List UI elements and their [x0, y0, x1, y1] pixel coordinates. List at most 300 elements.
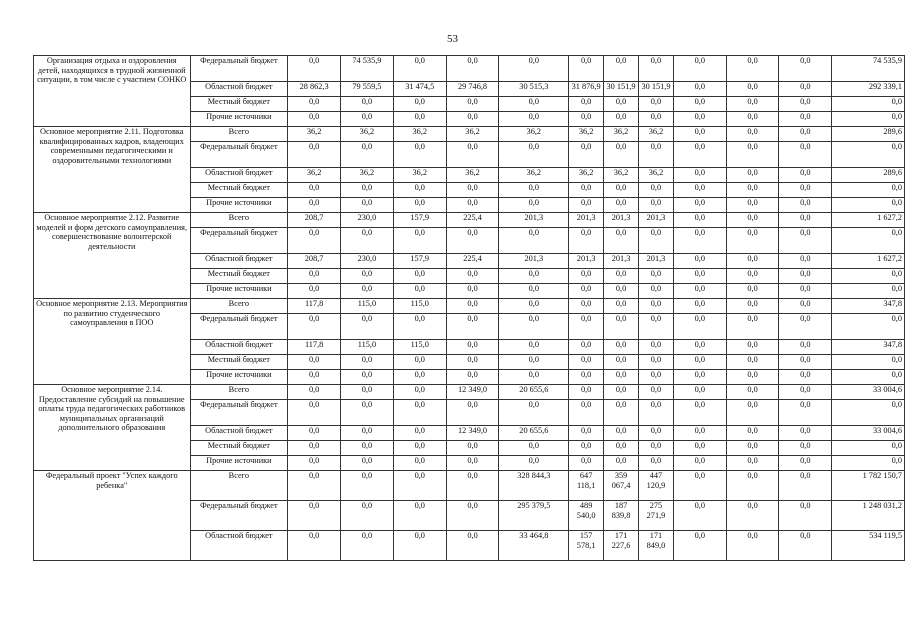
value-cell: 0,0: [779, 340, 832, 355]
value-cell: 0,0: [639, 228, 674, 254]
value-cell: 0,0: [639, 400, 674, 426]
value-cell: 201,3: [639, 213, 674, 228]
value-cell: 0,0: [604, 56, 639, 82]
value-cell: 0,0: [779, 228, 832, 254]
funding-source: Местный бюджет: [190, 97, 288, 112]
value-cell: 0,0: [341, 284, 394, 299]
value-cell: 0,0: [726, 269, 779, 284]
table-row: [34, 127, 905, 142]
budget-table: [33, 55, 905, 561]
value-cell: 0,0: [393, 400, 446, 426]
value-cell: 0,0: [779, 284, 832, 299]
value-cell: 0,0: [673, 314, 726, 340]
value-cell: 359 067,4: [604, 471, 639, 501]
value-cell: 115,0: [341, 340, 394, 355]
value-cell: 0,0: [499, 299, 569, 314]
value-cell: 0,0: [499, 228, 569, 254]
value-cell: 328 844,3: [499, 471, 569, 501]
value-cell: 0,0: [288, 198, 341, 213]
value-cell: 0,0: [604, 426, 639, 441]
value-cell: 0,0: [726, 385, 779, 400]
value-cell: 0,0: [393, 269, 446, 284]
total-cell: 1 627,2: [832, 254, 905, 269]
value-cell: 0,0: [499, 400, 569, 426]
value-cell: 0,0: [569, 456, 604, 471]
funding-source: Прочие источники: [190, 198, 288, 213]
activity-name: Основное мероприятие 2.11. Подготовка квалифицированных кадров, владеющих современными педагогическими и оздоровительными технологиями: [34, 127, 191, 213]
total-cell: 289,6: [832, 127, 905, 142]
value-cell: 187 839,8: [604, 501, 639, 531]
value-cell: 0,0: [288, 355, 341, 370]
total-cell: 534 119,5: [832, 531, 905, 561]
value-cell: 0,0: [639, 385, 674, 400]
value-cell: 0,0: [673, 299, 726, 314]
value-cell: 0,0: [673, 531, 726, 561]
value-cell: 115,0: [393, 299, 446, 314]
value-cell: 36,2: [604, 127, 639, 142]
value-cell: 0,0: [726, 228, 779, 254]
value-cell: 31 876,9: [569, 82, 604, 97]
value-cell: 0,0: [726, 314, 779, 340]
value-cell: 201,3: [499, 213, 569, 228]
value-cell: 0,0: [779, 456, 832, 471]
value-cell: 171 227,6: [604, 531, 639, 561]
value-cell: 0,0: [604, 370, 639, 385]
value-cell: 0,0: [341, 269, 394, 284]
value-cell: 0,0: [604, 385, 639, 400]
value-cell: 0,0: [499, 355, 569, 370]
value-cell: 0,0: [639, 269, 674, 284]
value-cell: 12 349,0: [446, 426, 499, 441]
value-cell: 0,0: [604, 441, 639, 456]
value-cell: 0,0: [673, 340, 726, 355]
value-cell: 0,0: [288, 501, 341, 531]
value-cell: 0,0: [673, 254, 726, 269]
funding-source: Прочие источники: [190, 370, 288, 385]
value-cell: 0,0: [499, 441, 569, 456]
value-cell: 0,0: [569, 441, 604, 456]
value-cell: 33 464,8: [499, 531, 569, 561]
value-cell: 0,0: [639, 198, 674, 213]
value-cell: 0,0: [673, 471, 726, 501]
value-cell: 115,0: [341, 299, 394, 314]
value-cell: 0,0: [446, 142, 499, 168]
value-cell: 0,0: [341, 531, 394, 561]
value-cell: 36,2: [446, 168, 499, 183]
funding-source: Областной бюджет: [190, 426, 288, 441]
value-cell: 295 379,5: [499, 501, 569, 531]
value-cell: 0,0: [446, 97, 499, 112]
value-cell: 0,0: [569, 426, 604, 441]
value-cell: 0,0: [446, 370, 499, 385]
total-cell: 292 339,1: [832, 82, 905, 97]
value-cell: 36,2: [569, 168, 604, 183]
total-cell: 0,0: [832, 142, 905, 168]
funding-source: Всего: [190, 213, 288, 228]
value-cell: 0,0: [604, 340, 639, 355]
value-cell: 0,0: [341, 441, 394, 456]
value-cell: 0,0: [393, 531, 446, 561]
value-cell: 0,0: [288, 56, 341, 82]
value-cell: 201,3: [604, 254, 639, 269]
value-cell: 36,2: [446, 127, 499, 142]
value-cell: 0,0: [393, 112, 446, 127]
value-cell: 0,0: [604, 198, 639, 213]
value-cell: 0,0: [446, 531, 499, 561]
value-cell: 36,2: [288, 127, 341, 142]
value-cell: 30 151,9: [639, 82, 674, 97]
value-cell: 0,0: [673, 426, 726, 441]
activity-name: Основное мероприятие 2.12. Развитие моделей и форм детского самоуправления, совершенствование волонтерской деятельности: [34, 213, 191, 299]
total-cell: 0,0: [832, 112, 905, 127]
value-cell: 0,0: [726, 213, 779, 228]
page-number: 53: [447, 33, 458, 45]
value-cell: 0,0: [726, 254, 779, 269]
value-cell: 0,0: [446, 284, 499, 299]
value-cell: 0,0: [446, 198, 499, 213]
value-cell: 0,0: [341, 314, 394, 340]
total-cell: 0,0: [832, 400, 905, 426]
value-cell: 0,0: [446, 501, 499, 531]
value-cell: 0,0: [288, 456, 341, 471]
funding-source: Федеральный бюджет: [190, 501, 288, 531]
value-cell: 0,0: [604, 183, 639, 198]
value-cell: 0,0: [673, 441, 726, 456]
funding-source: Областной бюджет: [190, 531, 288, 561]
funding-source: Федеральный бюджет: [190, 142, 288, 168]
value-cell: 0,0: [341, 471, 394, 501]
value-cell: 0,0: [288, 400, 341, 426]
value-cell: 0,0: [673, 97, 726, 112]
value-cell: 0,0: [569, 198, 604, 213]
value-cell: 230,0: [341, 213, 394, 228]
funding-source: Федеральный бюджет: [190, 56, 288, 82]
value-cell: 0,0: [288, 269, 341, 284]
value-cell: 0,0: [639, 183, 674, 198]
value-cell: 0,0: [673, 213, 726, 228]
value-cell: 0,0: [726, 112, 779, 127]
funding-source: Областной бюджет: [190, 82, 288, 97]
value-cell: 447 120,9: [639, 471, 674, 501]
value-cell: 36,2: [499, 127, 569, 142]
value-cell: 74 535,9: [341, 56, 394, 82]
value-cell: 0,0: [499, 456, 569, 471]
value-cell: 0,0: [341, 112, 394, 127]
table-row: [34, 56, 905, 82]
funding-source: Местный бюджет: [190, 269, 288, 284]
value-cell: 0,0: [779, 355, 832, 370]
value-cell: 0,0: [393, 284, 446, 299]
value-cell: 0,0: [779, 531, 832, 561]
funding-source: Прочие источники: [190, 456, 288, 471]
value-cell: 208,7: [288, 254, 341, 269]
value-cell: 0,0: [726, 56, 779, 82]
value-cell: 0,0: [604, 456, 639, 471]
funding-source: Всего: [190, 385, 288, 400]
value-cell: 0,0: [673, 183, 726, 198]
value-cell: 230,0: [341, 254, 394, 269]
value-cell: 0,0: [726, 183, 779, 198]
value-cell: 36,2: [288, 168, 341, 183]
value-cell: 0,0: [673, 142, 726, 168]
value-cell: 0,0: [726, 355, 779, 370]
value-cell: 0,0: [499, 269, 569, 284]
value-cell: 0,0: [569, 142, 604, 168]
total-cell: 0,0: [832, 228, 905, 254]
value-cell: 0,0: [288, 370, 341, 385]
value-cell: 0,0: [446, 299, 499, 314]
value-cell: 0,0: [569, 355, 604, 370]
total-cell: 347,8: [832, 299, 905, 314]
value-cell: 0,0: [673, 385, 726, 400]
value-cell: 31 474,5: [393, 82, 446, 97]
value-cell: 0,0: [673, 168, 726, 183]
total-cell: 0,0: [832, 183, 905, 198]
value-cell: 0,0: [673, 284, 726, 299]
value-cell: 0,0: [639, 456, 674, 471]
funding-source: Областной бюджет: [190, 340, 288, 355]
value-cell: 0,0: [673, 56, 726, 82]
value-cell: 0,0: [726, 370, 779, 385]
total-cell: 0,0: [832, 97, 905, 112]
funding-source: Всего: [190, 299, 288, 314]
value-cell: 29 746,8: [446, 82, 499, 97]
value-cell: 0,0: [499, 56, 569, 82]
total-cell: 74 535,9: [832, 56, 905, 82]
value-cell: 0,0: [288, 426, 341, 441]
value-cell: 0,0: [446, 340, 499, 355]
value-cell: 0,0: [639, 370, 674, 385]
total-cell: 0,0: [832, 441, 905, 456]
value-cell: 0,0: [779, 400, 832, 426]
value-cell: 489 540,0: [569, 501, 604, 531]
value-cell: 0,0: [639, 284, 674, 299]
value-cell: 0,0: [726, 441, 779, 456]
value-cell: 0,0: [726, 97, 779, 112]
value-cell: 0,0: [569, 340, 604, 355]
value-cell: 0,0: [499, 370, 569, 385]
value-cell: 0,0: [341, 183, 394, 198]
value-cell: 0,0: [726, 456, 779, 471]
value-cell: 0,0: [393, 441, 446, 456]
funding-source: Местный бюджет: [190, 355, 288, 370]
value-cell: 0,0: [393, 142, 446, 168]
value-cell: 0,0: [393, 456, 446, 471]
value-cell: 0,0: [446, 314, 499, 340]
value-cell: 0,0: [499, 142, 569, 168]
value-cell: 0,0: [604, 355, 639, 370]
value-cell: 36,2: [393, 127, 446, 142]
total-cell: 1 627,2: [832, 213, 905, 228]
funding-source: Всего: [190, 127, 288, 142]
value-cell: 0,0: [288, 142, 341, 168]
value-cell: 0,0: [779, 426, 832, 441]
value-cell: 36,2: [499, 168, 569, 183]
value-cell: 201,3: [569, 254, 604, 269]
value-cell: 0,0: [779, 471, 832, 501]
funding-source: Федеральный бюджет: [190, 400, 288, 426]
value-cell: 0,0: [604, 269, 639, 284]
value-cell: 0,0: [779, 314, 832, 340]
funding-source: Всего: [190, 471, 288, 501]
value-cell: 28 862,3: [288, 82, 341, 97]
table-body: [34, 56, 905, 561]
value-cell: 0,0: [779, 254, 832, 269]
value-cell: 0,0: [569, 269, 604, 284]
value-cell: 0,0: [726, 501, 779, 531]
value-cell: 0,0: [569, 97, 604, 112]
value-cell: 0,0: [726, 127, 779, 142]
value-cell: 0,0: [499, 183, 569, 198]
value-cell: 0,0: [604, 228, 639, 254]
funding-source: Федеральный бюджет: [190, 228, 288, 254]
value-cell: 0,0: [639, 299, 674, 314]
value-cell: 0,0: [341, 501, 394, 531]
value-cell: 0,0: [446, 471, 499, 501]
value-cell: 225,4: [446, 254, 499, 269]
value-cell: 30 515,3: [499, 82, 569, 97]
value-cell: 0,0: [639, 314, 674, 340]
value-cell: 0,0: [726, 168, 779, 183]
value-cell: 0,0: [639, 112, 674, 127]
value-cell: 0,0: [726, 531, 779, 561]
value-cell: 0,0: [393, 426, 446, 441]
value-cell: 0,0: [604, 112, 639, 127]
value-cell: 0,0: [446, 456, 499, 471]
value-cell: 117,8: [288, 299, 341, 314]
value-cell: 0,0: [726, 82, 779, 97]
value-cell: 0,0: [779, 183, 832, 198]
activity-name: Федеральный проект "Успех каждого ребенка": [34, 471, 191, 561]
funding-source: Федеральный бюджет: [190, 314, 288, 340]
value-cell: 0,0: [604, 400, 639, 426]
value-cell: 0,0: [393, 228, 446, 254]
value-cell: 0,0: [446, 183, 499, 198]
value-cell: 0,0: [639, 56, 674, 82]
value-cell: 0,0: [569, 183, 604, 198]
value-cell: 0,0: [639, 340, 674, 355]
value-cell: 0,0: [569, 56, 604, 82]
total-cell: 1 782 150,7: [832, 471, 905, 501]
table-row: [34, 385, 905, 400]
value-cell: 0,0: [499, 284, 569, 299]
value-cell: 0,0: [726, 198, 779, 213]
value-cell: 36,2: [639, 168, 674, 183]
value-cell: 0,0: [393, 56, 446, 82]
value-cell: 0,0: [499, 314, 569, 340]
value-cell: 647 118,1: [569, 471, 604, 501]
value-cell: 0,0: [288, 314, 341, 340]
value-cell: 0,0: [604, 284, 639, 299]
value-cell: 0,0: [569, 385, 604, 400]
table-row: [34, 471, 905, 501]
value-cell: 0,0: [569, 112, 604, 127]
value-cell: 0,0: [446, 269, 499, 284]
total-cell: 0,0: [832, 370, 905, 385]
value-cell: 157,9: [393, 213, 446, 228]
value-cell: 0,0: [673, 355, 726, 370]
value-cell: 20 655,6: [499, 385, 569, 400]
funding-source: Местный бюджет: [190, 441, 288, 456]
value-cell: 115,0: [393, 340, 446, 355]
value-cell: 0,0: [569, 400, 604, 426]
value-cell: 36,2: [639, 127, 674, 142]
value-cell: 0,0: [288, 183, 341, 198]
value-cell: 0,0: [341, 355, 394, 370]
value-cell: 0,0: [673, 198, 726, 213]
value-cell: 0,0: [639, 97, 674, 112]
funding-source: Прочие источники: [190, 112, 288, 127]
value-cell: 36,2: [569, 127, 604, 142]
value-cell: 0,0: [779, 269, 832, 284]
value-cell: 0,0: [779, 97, 832, 112]
value-cell: 0,0: [673, 501, 726, 531]
value-cell: 0,0: [341, 142, 394, 168]
value-cell: 0,0: [779, 168, 832, 183]
value-cell: 0,0: [726, 142, 779, 168]
value-cell: 0,0: [639, 441, 674, 456]
activity-name: Организация отдыха и оздоровления детей, находящихся в трудной жизненной ситуации, в том числе с участием СОНКО: [34, 56, 191, 127]
table-row: [34, 299, 905, 314]
value-cell: 0,0: [779, 198, 832, 213]
value-cell: 0,0: [288, 531, 341, 561]
value-cell: 0,0: [673, 456, 726, 471]
value-cell: 0,0: [341, 198, 394, 213]
total-cell: 0,0: [832, 355, 905, 370]
table-row: [34, 213, 905, 228]
value-cell: 36,2: [341, 127, 394, 142]
value-cell: 36,2: [393, 168, 446, 183]
value-cell: 0,0: [446, 228, 499, 254]
value-cell: 0,0: [779, 82, 832, 97]
funding-source: Прочие источники: [190, 284, 288, 299]
value-cell: 0,0: [604, 97, 639, 112]
value-cell: 0,0: [673, 400, 726, 426]
value-cell: 0,0: [393, 198, 446, 213]
value-cell: 208,7: [288, 213, 341, 228]
value-cell: 0,0: [779, 142, 832, 168]
value-cell: 0,0: [393, 183, 446, 198]
value-cell: 0,0: [393, 501, 446, 531]
value-cell: 0,0: [393, 370, 446, 385]
value-cell: 0,0: [673, 228, 726, 254]
value-cell: 12 349,0: [446, 385, 499, 400]
value-cell: 0,0: [726, 426, 779, 441]
value-cell: 0,0: [288, 385, 341, 400]
value-cell: 0,0: [393, 97, 446, 112]
value-cell: 0,0: [779, 299, 832, 314]
value-cell: 201,3: [604, 213, 639, 228]
value-cell: 0,0: [604, 299, 639, 314]
value-cell: 201,3: [499, 254, 569, 269]
value-cell: 0,0: [393, 385, 446, 400]
value-cell: 171 849,0: [639, 531, 674, 561]
total-cell: 0,0: [832, 456, 905, 471]
total-cell: 0,0: [832, 314, 905, 340]
value-cell: 0,0: [639, 142, 674, 168]
value-cell: 36,2: [604, 168, 639, 183]
value-cell: 0,0: [639, 355, 674, 370]
value-cell: 0,0: [341, 400, 394, 426]
value-cell: 0,0: [673, 112, 726, 127]
value-cell: 0,0: [499, 112, 569, 127]
value-cell: 0,0: [569, 370, 604, 385]
total-cell: 347,8: [832, 340, 905, 355]
value-cell: 0,0: [446, 400, 499, 426]
value-cell: 0,0: [393, 355, 446, 370]
value-cell: 0,0: [393, 314, 446, 340]
value-cell: 0,0: [604, 142, 639, 168]
